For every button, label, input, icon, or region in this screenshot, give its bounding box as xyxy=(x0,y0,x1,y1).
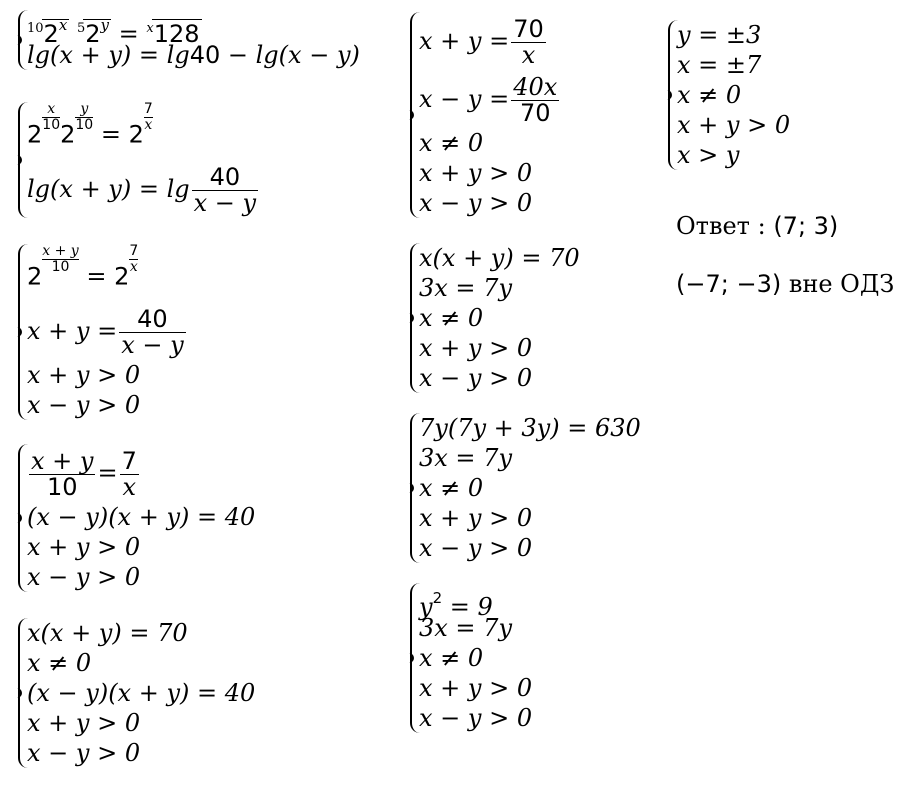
equation: x − y > 0 xyxy=(419,534,533,562)
equation: x + y > 0 xyxy=(419,334,533,362)
equation: x + y > 0 xyxy=(27,709,141,737)
equation: x(x + y) = 70 xyxy=(419,244,580,272)
equation: x = ±7 xyxy=(677,51,762,79)
system-4 xyxy=(18,444,255,592)
equation: x ≠ 0 xyxy=(677,81,742,109)
equation: x − y > 0 xyxy=(27,739,141,767)
equation: (x − y)(x + y) = 40 xyxy=(27,503,256,531)
system-3 xyxy=(18,244,188,420)
equation: x − y > 0 xyxy=(27,391,141,419)
equation: x − y > 0 xyxy=(27,563,141,591)
equation: $y^2 = 9$ xyxy=(419,589,493,621)
equation: x > y xyxy=(677,141,740,169)
system-8 xyxy=(410,413,641,563)
equation: x + y > 0 xyxy=(27,361,141,389)
equation: 3x = 7y xyxy=(419,614,512,642)
equation: x − y = $\frac{40x}{70}$ xyxy=(419,72,558,127)
answer-line xyxy=(676,212,838,240)
equation: x ≠ 0 xyxy=(27,649,92,677)
equation: (x − y)(x + y) = 40 xyxy=(27,679,256,707)
equation: x ≠ 0 xyxy=(419,129,484,157)
equation: 7y(7y + 3y) = 630 xyxy=(419,414,641,442)
equation: x ≠ 0 xyxy=(419,644,484,672)
equation: y = ±3 xyxy=(677,21,762,49)
equation: x(x + y) = 70 xyxy=(27,619,188,647)
equation: x + y > 0 xyxy=(419,674,533,702)
equation: $\frac{x + y}{10}$ = $\frac{7}{x}$ xyxy=(31,446,137,501)
system-6 xyxy=(410,12,561,218)
equation: 2 $\frac{x}{10}$ 2 $\frac{y}{10}$ = 2 $\frac{7}{x}$ xyxy=(27,101,153,149)
equation: x − y > 0 xyxy=(419,189,533,217)
equation: x + y = $\frac{70}{x}$ xyxy=(419,14,544,69)
equation: x + y > 0 xyxy=(677,111,791,139)
excluded-note: вне ОДЗ xyxy=(788,270,895,298)
equation: x − y > 0 xyxy=(419,704,533,732)
equation: $^{10}$2$^x$ $^5$2$^y$ = $^x$128 xyxy=(27,16,200,48)
equation: x − y > 0 xyxy=(419,364,533,392)
system-9 xyxy=(410,583,532,733)
answer-value: (7; 3) xyxy=(773,212,839,240)
equation: x ≠ 0 xyxy=(419,474,484,502)
equation: x ≠ 0 xyxy=(419,304,484,332)
equation: x + y > 0 xyxy=(419,504,533,532)
excluded-value: (−7; −3) xyxy=(676,270,782,298)
equation: x + y > 0 xyxy=(419,159,533,187)
system-2 xyxy=(18,102,260,218)
equation: x + y > 0 xyxy=(27,533,141,561)
system-7 xyxy=(410,243,580,393)
equation: lg(x + y) = lg $\frac{40}{x - y}$ xyxy=(27,162,257,217)
equation: x + y = $\frac{40}{x - y}$ xyxy=(27,304,184,359)
system-5 xyxy=(18,618,255,768)
system-10 xyxy=(668,20,790,170)
equation: 2 $\frac{x + y}{10}$ = 2 $\frac{7}{x}$ xyxy=(27,243,139,291)
equation: lg(x + y) = lg40 − lg(x − y) xyxy=(27,41,360,69)
excluded-line xyxy=(676,270,894,298)
answer-label: Ответ : xyxy=(676,212,766,240)
system-1 xyxy=(18,10,360,70)
equation: 3x = 7y xyxy=(419,444,512,472)
equation: 3x = 7y xyxy=(419,274,512,302)
